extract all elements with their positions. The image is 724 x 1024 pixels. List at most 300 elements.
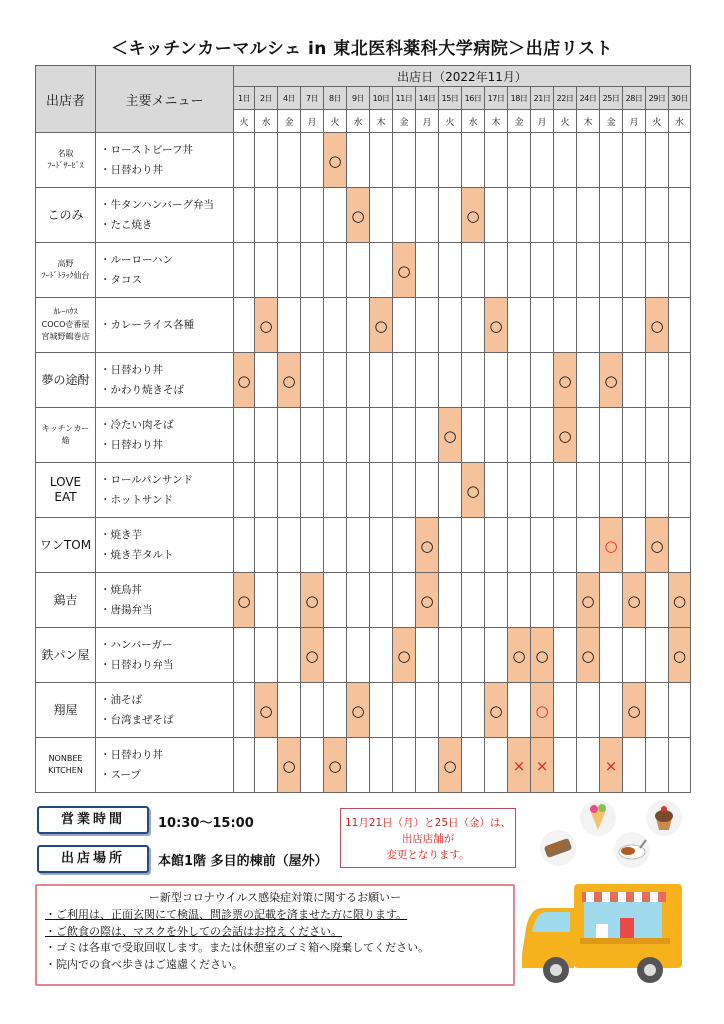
schedule-cell	[439, 518, 462, 573]
menu-cell	[96, 573, 234, 628]
schedule-cell	[577, 298, 600, 353]
schedule-cell	[669, 353, 691, 408]
schedule-cell	[508, 298, 531, 353]
schedule-cell	[623, 133, 646, 188]
schedule-cell	[531, 188, 554, 243]
menu-cell	[96, 738, 234, 793]
open-mark: ○	[328, 756, 342, 775]
open-mark: ○	[489, 316, 503, 335]
schedule-cell	[301, 738, 324, 793]
schedule-cell	[462, 298, 485, 353]
schedule-cell	[301, 243, 324, 298]
weekday-header: 木	[577, 110, 600, 133]
schedule-cell	[301, 573, 324, 628]
schedule-cell	[347, 243, 370, 298]
schedule-cell	[600, 133, 623, 188]
schedule-cell	[600, 518, 623, 573]
schedule-cell	[462, 628, 485, 683]
food-truck-illustration	[520, 878, 690, 990]
schedule-cell	[234, 298, 255, 353]
open-mark: ○	[282, 371, 296, 390]
schedule-cell	[462, 188, 485, 243]
menu-cell	[96, 353, 234, 408]
schedule-cell	[278, 518, 301, 573]
schedule-cell	[370, 243, 393, 298]
schedule-cell	[347, 518, 370, 573]
open-mark: ○	[420, 536, 434, 555]
schedule-cell	[416, 573, 439, 628]
schedule-cell	[278, 683, 301, 738]
schedule-cell	[669, 518, 691, 573]
schedule-cell	[234, 133, 255, 188]
cancelled-mark: ×	[512, 756, 526, 775]
open-mark: ○	[237, 591, 251, 610]
schedule-cell	[531, 573, 554, 628]
schedule-cell	[347, 133, 370, 188]
menu-item: ・ハンバーガー	[100, 639, 173, 651]
schedule-cell	[324, 518, 347, 573]
schedule-cell	[278, 353, 301, 408]
hours-label-badge: 営業時間	[37, 806, 149, 834]
schedule-cell	[255, 353, 278, 408]
open-mark: ○	[672, 646, 687, 665]
schedule-cell	[531, 518, 554, 573]
day-header: 2日	[255, 87, 278, 110]
schedule-cell	[234, 738, 255, 793]
schedule-cell	[393, 408, 416, 463]
weekday-header: 金	[278, 110, 301, 133]
open-mark: ○	[305, 646, 319, 665]
schedule-cell	[485, 463, 508, 518]
schedule-cell	[577, 738, 600, 793]
schedule-cell	[646, 738, 669, 793]
weekday-header: 火	[439, 110, 462, 133]
schedule-cell	[301, 353, 324, 408]
curry-plate-icon	[614, 832, 650, 868]
schedule-cell	[370, 738, 393, 793]
open-mark: ○	[535, 701, 549, 720]
weekday-header: 月	[623, 110, 646, 133]
open-mark: ○	[650, 536, 664, 555]
day-header: 18日	[508, 87, 531, 110]
schedule-cell	[600, 408, 623, 463]
schedule-cell	[370, 573, 393, 628]
open-mark: ○	[305, 591, 319, 610]
open-mark: ○	[237, 371, 251, 390]
schedule-cell	[416, 628, 439, 683]
schedule-cell	[416, 463, 439, 518]
schedule-cell	[554, 683, 577, 738]
menu-item: ・日替わり丼	[100, 439, 163, 451]
weekday-header: 木	[485, 110, 508, 133]
schedule-cell	[554, 188, 577, 243]
weekday-header: 水	[347, 110, 370, 133]
schedule-cell	[234, 573, 255, 628]
open-mark: ○	[581, 591, 595, 610]
schedule-cell	[646, 408, 669, 463]
notice-line-2: 出店店舗が	[401, 833, 455, 845]
schedule-cell	[347, 683, 370, 738]
open-mark: ○	[351, 206, 365, 225]
schedule-cell	[255, 133, 278, 188]
schedule-cell	[324, 133, 347, 188]
schedule-cell	[324, 298, 347, 353]
schedule-cell	[554, 573, 577, 628]
schedule-cell	[278, 738, 301, 793]
vendor-row	[36, 573, 691, 628]
open-mark: ○	[466, 481, 480, 500]
schedule-cell	[646, 628, 669, 683]
schedule-cell	[393, 243, 416, 298]
schedule-cell	[646, 243, 669, 298]
schedule-cell	[485, 738, 508, 793]
schedule-cell	[669, 463, 691, 518]
schedule-cell	[600, 738, 623, 793]
vendor-name: 夢の途酎	[36, 353, 96, 408]
schedule-cell	[416, 408, 439, 463]
schedule-cell	[416, 738, 439, 793]
schedule-cell	[393, 353, 416, 408]
schedule-cell	[669, 573, 691, 628]
menu-item: ・日替わり丼	[100, 164, 163, 176]
schedule-cell	[669, 738, 691, 793]
schedule-cell	[485, 298, 508, 353]
weekday-header: 水	[255, 110, 278, 133]
schedule-cell	[508, 518, 531, 573]
schedule-cell	[255, 628, 278, 683]
schedule-cell	[324, 353, 347, 408]
cancelled-mark: ×	[535, 756, 549, 775]
menu-cell	[96, 298, 234, 353]
day-header: 28日	[623, 87, 646, 110]
covid-line-4: ・院内での食べ歩きはご遠慮ください。	[45, 957, 243, 971]
schedule-cell	[234, 188, 255, 243]
schedule-cell	[623, 243, 646, 298]
schedule-cell	[416, 188, 439, 243]
schedule-cell	[646, 298, 669, 353]
schedule-cell	[623, 518, 646, 573]
menu-item: ・タコス	[100, 274, 142, 286]
weekday-header: 火	[324, 110, 347, 133]
schedule-cell	[577, 628, 600, 683]
schedule-cell	[577, 243, 600, 298]
schedule-cell	[370, 298, 393, 353]
schedule-cell	[234, 243, 255, 298]
open-mark: ○	[604, 536, 618, 555]
schedule-cell	[462, 518, 485, 573]
schedule-cell	[370, 188, 393, 243]
schedule-cell	[600, 188, 623, 243]
schedule-cell	[623, 463, 646, 518]
menu-cell	[96, 188, 234, 243]
schedule-cell	[531, 628, 554, 683]
menu-cell	[96, 628, 234, 683]
menu-item: ・スープ	[100, 769, 141, 781]
day-header: 11日	[393, 87, 416, 110]
schedule-cell	[577, 133, 600, 188]
weekday-header: 金	[600, 110, 623, 133]
day-header: 21日	[531, 87, 554, 110]
schedule-cell	[485, 518, 508, 573]
schedule-cell	[324, 408, 347, 463]
schedule-cell	[669, 683, 691, 738]
open-mark: ○	[558, 371, 572, 390]
menu-item: ・牛タンハンバーグ弁当	[100, 199, 215, 211]
schedule-cell	[439, 628, 462, 683]
day-header: 29日	[646, 87, 669, 110]
schedule-cell	[554, 408, 577, 463]
schedule-cell	[439, 738, 462, 793]
menu-cell	[96, 133, 234, 188]
schedule-cell	[255, 243, 278, 298]
schedule-cell	[278, 298, 301, 353]
schedule-cell	[439, 683, 462, 738]
schedule-cell	[577, 518, 600, 573]
weekday-header: 金	[508, 110, 531, 133]
schedule-cell	[508, 243, 531, 298]
schedule-cell	[234, 518, 255, 573]
schedule-cell	[531, 738, 554, 793]
vendor-row	[36, 738, 691, 793]
day-header: 16日	[462, 87, 485, 110]
schedule-cell	[554, 243, 577, 298]
schedule-cell	[462, 243, 485, 298]
weekday-header: 金	[393, 110, 416, 133]
menu-item: ・ロールパンサンド	[100, 474, 194, 486]
schedule-cell	[462, 133, 485, 188]
menu-column-header: 主要メニュー	[96, 66, 234, 133]
schedule-cell	[370, 133, 393, 188]
open-mark: ○	[443, 756, 457, 775]
weekday-header: 水	[669, 110, 691, 133]
schedule-cell	[554, 463, 577, 518]
menu-item: ・ローストビーフ丼	[100, 144, 194, 156]
schedule-cell	[347, 353, 370, 408]
schedule-cell	[554, 353, 577, 408]
schedule-cell	[531, 683, 554, 738]
schedule-cell	[577, 683, 600, 738]
day-header: 14日	[416, 87, 439, 110]
day-header: 30日	[669, 87, 691, 110]
open-mark: ○	[397, 261, 411, 280]
menu-item: ・焼き芋	[100, 529, 142, 541]
hours-value: 10:30〜15:00	[158, 816, 254, 831]
covid-notice-box	[35, 884, 515, 986]
schedule-cell	[439, 353, 462, 408]
day-header: 7日	[301, 87, 324, 110]
schedule-cell	[439, 463, 462, 518]
schedule-cell	[600, 463, 623, 518]
schedule-cell	[577, 408, 600, 463]
schedule-cell	[301, 628, 324, 683]
schedule-cell	[347, 188, 370, 243]
schedule-cell	[393, 573, 416, 628]
menu-cell	[96, 243, 234, 298]
schedule-cell	[462, 683, 485, 738]
schedule-cell	[278, 573, 301, 628]
open-mark: ○	[351, 701, 365, 720]
schedule-cell	[600, 683, 623, 738]
schedule-cell	[577, 353, 600, 408]
schedule-cell	[485, 188, 508, 243]
schedule-cell	[393, 463, 416, 518]
schedule-cell	[623, 188, 646, 243]
day-header: 24日	[577, 87, 600, 110]
weekday-header: 火	[554, 110, 577, 133]
vendor-row	[36, 518, 691, 573]
schedule-cell	[439, 188, 462, 243]
menu-item: ・唐揚弁当	[100, 604, 153, 616]
menu-cell	[96, 408, 234, 463]
vendor-row	[36, 298, 691, 353]
schedule-cell	[393, 738, 416, 793]
schedule-cell	[485, 408, 508, 463]
schedule-cell	[554, 518, 577, 573]
page-title: ＜キッチンカーマルシェ in 東北医科薬科大学病院＞出店リスト	[111, 39, 613, 59]
menu-item: ・焼き芋タルト	[100, 549, 174, 561]
vendor-name: ワンTOM	[36, 518, 96, 573]
day-header: 25日	[600, 87, 623, 110]
vendor-row	[36, 683, 691, 738]
cancelled-mark: ×	[604, 756, 618, 775]
schedule-cell	[324, 683, 347, 738]
vendor-row	[36, 628, 691, 683]
schedule-cell	[301, 683, 324, 738]
schedule-cell	[255, 683, 278, 738]
schedule-cell	[577, 573, 600, 628]
weekday-header: 火	[646, 110, 669, 133]
covid-notice-title: ー新型コロナウイルス感染症対策に関するお願いー	[148, 891, 402, 904]
schedule-cell	[485, 243, 508, 298]
schedule-cell	[669, 408, 691, 463]
cupcake-icon	[646, 800, 682, 836]
schedule-cell	[508, 408, 531, 463]
vendor-row	[36, 188, 691, 243]
menu-item: ・ルーローハン	[100, 254, 173, 266]
schedule-cell	[370, 683, 393, 738]
schedule-cell	[234, 463, 255, 518]
crepe-icon	[580, 800, 616, 836]
schedule-cell	[393, 298, 416, 353]
schedule-cell	[324, 573, 347, 628]
schedule-cell	[278, 188, 301, 243]
schedule-cell	[370, 353, 393, 408]
vendor-name: NONBEE KITCHEN	[36, 738, 96, 793]
schedule-cell	[278, 628, 301, 683]
schedule-cell	[347, 298, 370, 353]
menu-cell	[96, 463, 234, 518]
vendor-name: 翔屋	[36, 683, 96, 738]
schedule-cell	[577, 188, 600, 243]
schedule-cell	[439, 298, 462, 353]
schedule-cell	[669, 133, 691, 188]
schedule-cell	[255, 573, 278, 628]
schedule-cell	[600, 628, 623, 683]
vendor-row	[36, 408, 691, 463]
menu-item: ・冷たい肉そば	[100, 419, 174, 431]
schedule-cell	[255, 298, 278, 353]
vendor-row	[36, 353, 691, 408]
schedule-cell	[234, 353, 255, 408]
schedule-cell	[508, 188, 531, 243]
schedule-cell	[508, 463, 531, 518]
schedule-cell	[623, 738, 646, 793]
schedule-cell	[669, 188, 691, 243]
schedule-cell	[646, 518, 669, 573]
day-header: 22日	[554, 87, 577, 110]
schedule-cell	[508, 738, 531, 793]
open-mark: ○	[282, 756, 296, 775]
location-value: 本館1階 多目的棟前（屋外）	[158, 854, 328, 869]
schedule-cell	[554, 298, 577, 353]
open-mark: ○	[558, 426, 572, 445]
menu-item: ・ホットサンド	[100, 494, 173, 506]
schedule-cell	[462, 353, 485, 408]
schedule-cell	[234, 628, 255, 683]
day-header: 1日	[234, 87, 255, 110]
schedule-cell	[439, 573, 462, 628]
schedule-cell	[669, 298, 691, 353]
vendor-schedule-table	[35, 65, 691, 793]
food-illustrations	[528, 796, 688, 876]
menu-item: ・たこ焼き	[100, 219, 153, 231]
open-mark: ○	[627, 701, 641, 720]
weekday-header: 月	[531, 110, 554, 133]
weekday-header: 木	[370, 110, 393, 133]
vendor-name: LOVE EAT	[36, 463, 96, 518]
schedule-cell	[278, 243, 301, 298]
schedule-cell	[278, 408, 301, 463]
schedule-cell	[347, 738, 370, 793]
menu-cell	[96, 683, 234, 738]
day-header: 8日	[324, 87, 347, 110]
schedule-cell	[531, 298, 554, 353]
schedule-cell	[646, 463, 669, 518]
schedule-cell	[324, 188, 347, 243]
schedule-cell	[485, 573, 508, 628]
day-header: 17日	[485, 87, 508, 110]
schedule-cell	[554, 738, 577, 793]
schedule-cell	[600, 573, 623, 628]
menu-item: ・日替わり弁当	[100, 659, 174, 671]
vendor-column-header: 出店者	[36, 66, 96, 133]
menu-item: ・かわり焼きそば	[100, 384, 184, 396]
open-mark: ○	[397, 646, 411, 665]
menu-item: ・カレーライス各種	[100, 319, 195, 331]
schedule-cell	[600, 353, 623, 408]
schedule-cell	[370, 408, 393, 463]
schedule-cell	[301, 518, 324, 573]
open-mark: ○	[374, 316, 388, 335]
open-mark: ○	[672, 591, 687, 610]
schedule-cell	[347, 628, 370, 683]
vendor-name: 高野 ﾌｰﾄﾞﾄﾗｯｸ仙台	[36, 243, 96, 298]
menu-item: ・日替わり丼	[100, 364, 163, 376]
open-mark: ○	[443, 426, 457, 445]
menu-item: ・日替わり丼	[100, 749, 163, 761]
open-mark: ○	[259, 701, 273, 720]
schedule-cell	[623, 353, 646, 408]
open-mark: ○	[627, 591, 641, 610]
covid-line-2: ・ご飲食の際は、マスクを外しての会話はお控えください。	[45, 924, 342, 938]
weekday-header: 火	[234, 110, 255, 133]
schedule-cell	[623, 683, 646, 738]
schedule-cell	[393, 628, 416, 683]
schedule-cell	[462, 408, 485, 463]
schedule-cell	[347, 573, 370, 628]
schedule-cell	[577, 463, 600, 518]
schedule-cell	[416, 243, 439, 298]
